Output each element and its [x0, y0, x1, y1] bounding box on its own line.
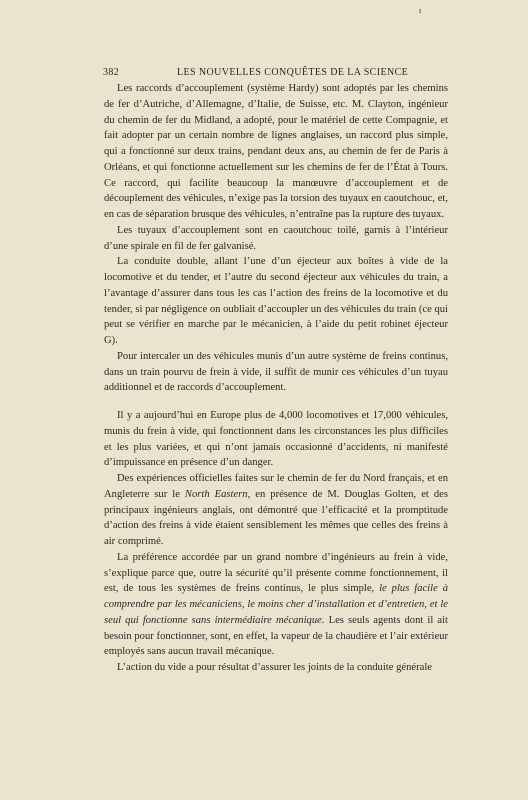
body-text — [104, 81, 448, 676]
paragraph — [104, 254, 448, 349]
paragraph-text: Il y a aujourd’hui en Europe plus de 4,000 locomotives et 17,000 véhicules, munis du frein à vide, qui fonctionnent dans les circonstances les plus difficiles et les plus variées, et qui n’ont jamais occasionné d’accidents, ni manifesté d’impuissance en présence d’un danger. — [104, 410, 448, 469]
print-mark: ı — [419, 6, 422, 15]
paragraph — [104, 408, 448, 471]
paragraph-text: , en présence de M. Douglas Golten, et des principaux ingénieurs anglais, ont démontré que l’efficacité et la promptitude d’action des freins à vide étaient sensiblement les mêmes que celles des freins à air comprimé. — [104, 488, 448, 547]
paragraph — [104, 550, 448, 660]
paragraph — [104, 81, 448, 223]
paragraph — [104, 349, 448, 396]
paragraph-text: Les tuyaux d’accouplement sont en caoutchouc toilé, garnis à l’intérieur d’une spirale en fil de fer galvanisé. — [104, 224, 448, 252]
italic-text: North Eastern — [184, 488, 248, 500]
paragraph — [104, 223, 448, 255]
paragraph-text: Les raccords d’accouplement (système Hardy) sont adoptés par les chemins de fer d’Autriche, d’Allemagne, d’Italie, de Suisse, etc. M. Clayton, ingénieur du chemin de fer du Midland, a adopté, pour le matériel de cette Compagnie, et fait adopter par un certain nombre de lignes anglaises, un raccord plus simple, qui a fonctionné sur deux trains, pendant deux ans, au chemin de fer de Paris à Orléans, et qui fonctionne actuellement sur les chemins de fer de l’État à Tours. Ce raccord, qui facilite beaucoup la manœuvre d’accouplement et de découplement des véhicules, n’exige pas la torsion des tuyaux en caoutchouc, et, en cas de séparation brusque des véhicules, n’entraîne pas la rupture des tuyaux. — [104, 83, 448, 220]
running-title: LES NOUVELLES CONQUÊTES DE LA SCIENCE — [177, 67, 409, 78]
paragraph — [104, 660, 448, 676]
page-number: 382 — [103, 67, 120, 78]
paragraph — [104, 471, 448, 550]
paragraph-text: L’action du vide a pour résultat d’assurer les joints de la conduite générale — [117, 662, 432, 673]
paragraph-text: La préférence accordée par un grand nombre d’ingénieurs au frein à vide, s’explique parce que, outre la sécurité qu’il présente comme fonctionnement, il est, de tous les systèmes de freins continus, le plus simple, — [104, 551, 448, 595]
paragraph-text: Des expériences officielles faites sur le chemin de fer du Nord français, et en Angleterre sur le — [104, 473, 448, 500]
paragraph-text: Les seuls agents dont il ait besoin pour fonctionner, sont, en effet, la vapeur de la chaudière et l’air extérieur employés sans aucun travail mécanique. — [104, 614, 448, 658]
italic-text: le plus facile à comprendre par les mécaniciens, le moins cher d’installation et d’entretien, et le seul qui fonctionne sans intermédiaire mécanique. — [104, 583, 448, 626]
paragraph-text: La conduite double, allant l’une d’un éjecteur aux boîtes à vide de la locomotive et du tender, et l’autre du second éjecteur aux véhicules du train, a l’avantage d’assurer dans tous les cas l’action des freins de la locomotive et du tender, si par négligence on oubliait d’accoupler un des véhicules du train (ce qui peut se vérifier en marche par le mécanicien, à l’aide du petit robinet éjecteur G). — [104, 256, 448, 346]
paragraph-text: Pour intercaler un des véhicules munis d’un autre système de freins continus, dans un train pourvu de frein à vide, il suffit de munir ces véhicules d’un tuyau additionnel et de raccords d’accouplement. — [104, 350, 448, 394]
